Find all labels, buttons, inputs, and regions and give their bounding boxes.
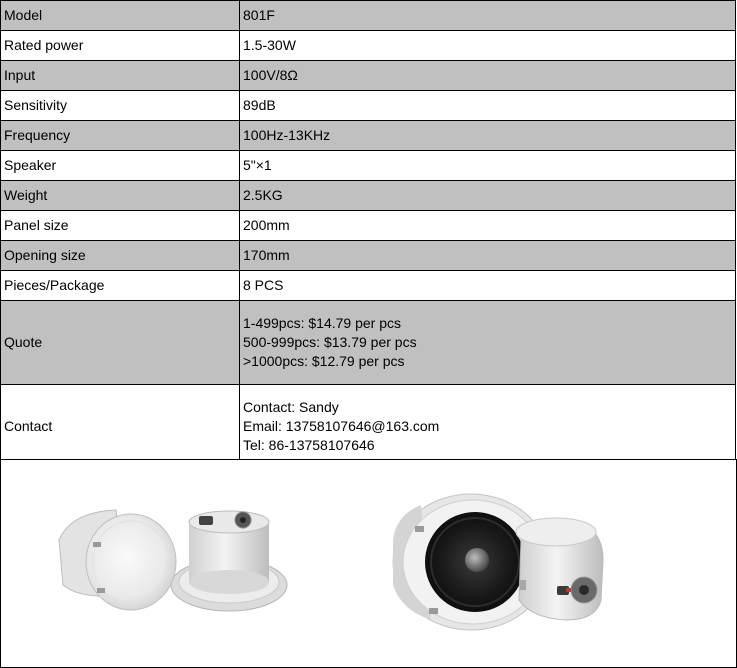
spec-label: Input — [1, 61, 240, 91]
spec-value: 1.5-30W — [240, 31, 736, 61]
spec-value: 200mm — [240, 211, 736, 241]
contact-phone: Tel: 86-13758107646 — [243, 437, 375, 453]
spec-row-contact — [1, 385, 736, 469]
spec-row-speaker — [1, 151, 736, 181]
spec-row-sensitivity — [1, 91, 736, 121]
spec-row-rated-power — [1, 31, 736, 61]
spec-label: Pieces/Package — [1, 271, 240, 301]
spec-row-weight — [1, 181, 736, 211]
spec-label: Opening size — [1, 241, 240, 271]
spec-row-quote — [1, 301, 736, 385]
speaker-photo-left — [59, 510, 287, 611]
spec-value: 170mm — [240, 241, 736, 271]
contact-value — [240, 385, 736, 469]
spec-row-model — [1, 1, 736, 31]
product-photos — [0, 459, 737, 668]
quote-label: Quote — [1, 301, 240, 385]
spec-row-frequency — [1, 121, 736, 151]
product-photos-svg — [1, 460, 736, 667]
spec-row-opening-size — [1, 241, 736, 271]
contact-name: Contact: Sandy — [243, 399, 339, 415]
spec-label: Frequency — [1, 121, 240, 151]
spec-label: Panel size — [1, 211, 240, 241]
contact-email: Email: 13758107646@163.com — [243, 418, 440, 434]
quote-line: 1-499pcs: $14.79 per pcs — [243, 315, 401, 331]
spec-row-input — [1, 61, 736, 91]
spec-value: 100V/8Ω — [240, 61, 736, 91]
spec-label: Rated power — [1, 31, 240, 61]
speaker-photo-right — [393, 494, 603, 630]
spec-value: 5"×1 — [240, 151, 736, 181]
spec-value: 801F — [240, 1, 736, 31]
spec-label: Speaker — [1, 151, 240, 181]
spec-value: 100Hz-13KHz — [240, 121, 736, 151]
spec-row-pieces-package — [1, 271, 736, 301]
spec-value: 2.5KG — [240, 181, 736, 211]
quote-line: 500-999pcs: $13.79 per pcs — [243, 334, 417, 350]
quote-line: >1000pcs: $12.79 per pcs — [243, 353, 405, 369]
spec-label: Model — [1, 1, 240, 31]
spec-value: 89dB — [240, 91, 736, 121]
spec-value: 8 PCS — [240, 271, 736, 301]
spec-label: Sensitivity — [1, 91, 240, 121]
spec-label: Weight — [1, 181, 240, 211]
quote-value — [240, 301, 736, 385]
contact-label: Contact — [1, 385, 240, 469]
spec-row-panel-size — [1, 211, 736, 241]
